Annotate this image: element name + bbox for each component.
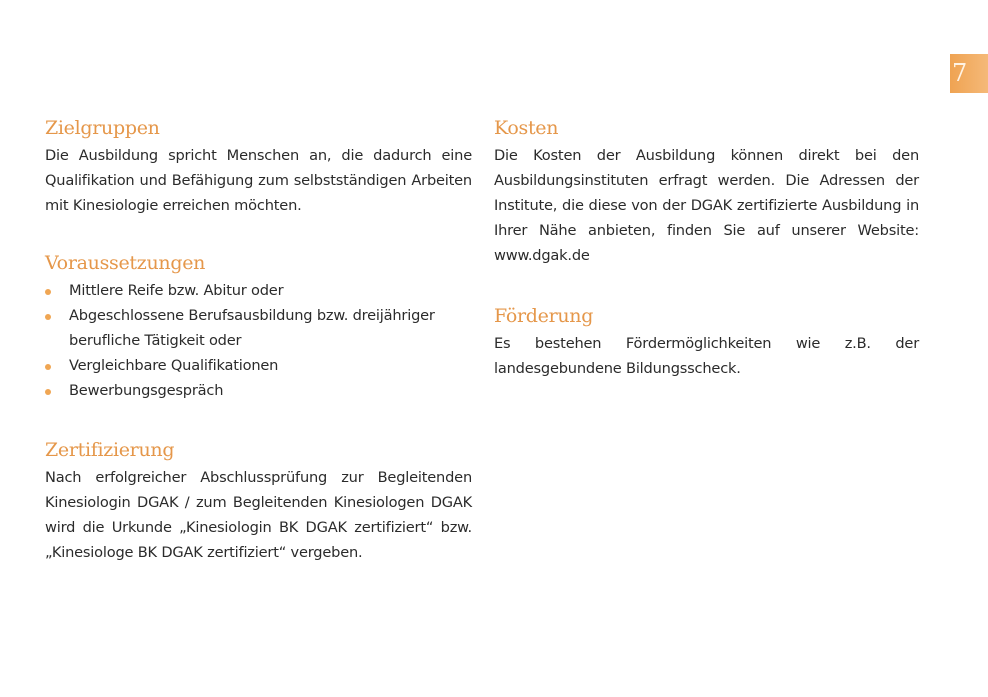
bullet-icon [45,389,51,395]
left-column [45,113,472,565]
section-zielgruppen [45,113,472,218]
text-zielgruppen: Die Ausbildung spricht Menschen an, die dadurch eine Qualifikation und Befähigung zum selbstständigen Arbeiten mit Kinesiologie erreichen möchten. [45,147,472,214]
list-item-text: Vergleichbare Qualifikationen [69,357,279,374]
heading-foerderung: Förderung [494,305,594,327]
bullet-icon [45,289,51,295]
list-item [45,303,472,353]
list-item-text: Abgeschlossene Berufsausbildung bzw. dreijähriger berufliche Tätigkeit oder [69,307,435,349]
list-item-text: Mittlere Reife bzw. Abitur oder [69,282,284,299]
bullet-icon [45,364,51,370]
text-kosten: Die Kosten der Ausbildung können direkt bei den Ausbildungsinstituten erfragt werden. Die Adressen der Institute, die diese von der DGAK zertifizierte Ausbildung in Ihrer Nähe anbieten, finden Sie auf unserer Website: www.dgak.de [494,147,919,264]
section-zertifizierung [45,435,472,565]
list-item [45,378,472,403]
section-kosten [494,113,919,268]
text-zertifizierung: Nach erfolgreicher Abschlussprüfung zur Begleitenden Kinesiologin DGAK / zum Begleitenden Kinesiologen DGAK wird die Urkunde „Kinesiologin BK DGAK zertifiziert“ bzw. „Kinesiologe BK DGAK zertifiziert“ vergeben. [45,469,472,561]
requirements-list [45,278,472,403]
heading-kosten: Kosten [494,117,559,139]
bullet-icon [45,314,51,320]
text-foerderung: Es bestehen Fördermöglichkeiten wie z.B. der landesgebundene Bildungsscheck. [494,335,919,377]
heading-zertifizierung: Zertifizierung [45,439,175,461]
list-item [45,278,472,303]
section-voraussetzungen [45,248,472,403]
page-number: 7 [952,59,968,87]
heading-zielgruppen: Zielgruppen [45,117,160,139]
page-number-tab [950,54,988,93]
right-column [494,113,919,381]
list-item [45,353,472,378]
section-foerderung [494,301,919,381]
list-item-text: Bewerbungsgespräch [69,382,224,399]
heading-voraussetzungen: Voraussetzungen [45,252,206,274]
